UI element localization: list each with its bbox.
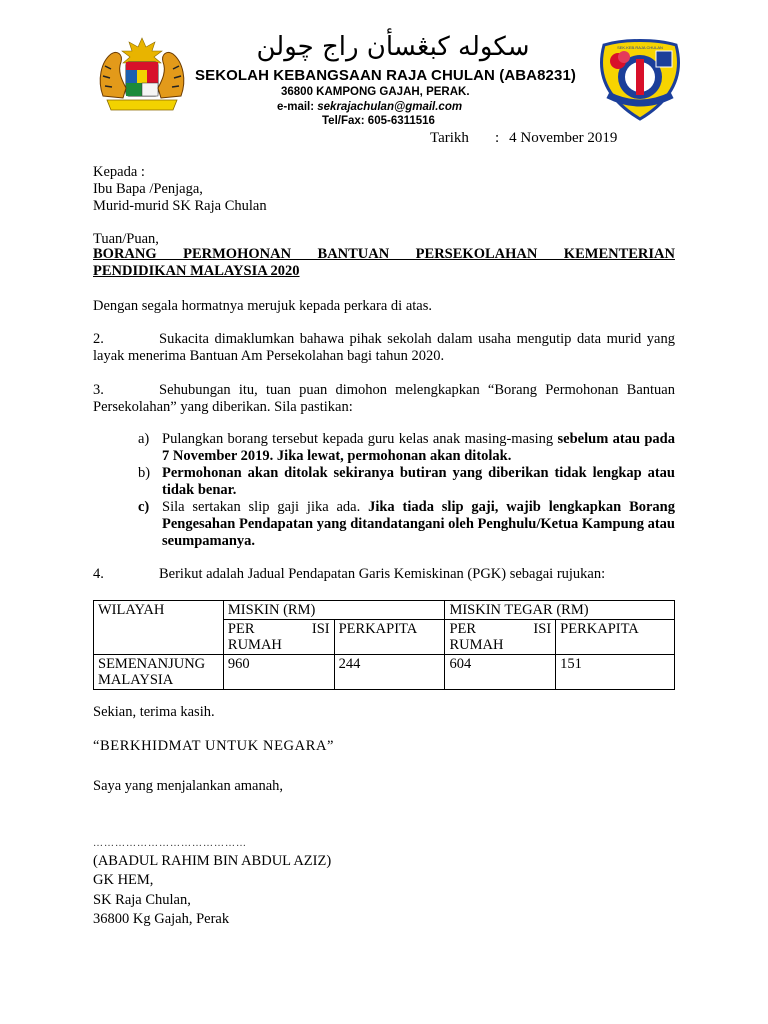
signatory-title: GK HEM, [93,872,154,888]
list-item [138,431,675,465]
list-item-bold: Jika tiada slip gaji, wajib lengkapkan Borang Pengesahan Pendapatan yang ditandatangani oleh Penghulu/Ketua Kampung atau seumpamanya. [162,499,675,549]
paragraph-2 [93,331,675,365]
list-item-plain: Pulangkan borang tersebut kepada guru kelas anak masing-masing [162,431,558,447]
subheader-perkapita: PERKAPITA [556,620,675,655]
paragraph-2-number: 2. [93,331,104,347]
table-header-row [94,601,675,620]
paragraph-2-text: Sukacita dimaklumkan bahawa pihak sekolah dalam usaha mengutip data murid yang layak menerima Bantuan Am Persekolahan bagi tahun 2020. [93,331,675,364]
paragraph-4-number: 4. [93,566,104,582]
letter-subject: BORANG PERMOHONAN BANTUAN PERSEKOLAHAN KEMENTERIAN PENDIDIKAN MALAYSIA 2020 [93,246,675,279]
paragraph-4 [93,566,675,583]
letter-date [430,130,617,147]
instruction-list [138,431,675,550]
signature-line: …………………………………… [93,838,247,849]
date-separator: : [494,130,500,146]
list-item-bold: Permohonan akan ditolak sekiranya butiran yang diberikan tidak lengkap atau tidak benar. [162,465,675,498]
subheader-per-isi-rumah: PER ISI RUMAH [445,620,556,655]
recipient-line-2: Murid-murid SK Raja Chulan [93,198,267,214]
school-email [277,101,462,113]
list-marker: a) [138,431,150,447]
cell-miskin-perkapita: 244 [334,655,445,690]
recipient-line-1: Ibu Bapa /Penjaga, [93,181,203,197]
paragraph-3-text: Sehubungan itu, tuan puan dimohon melengkapkan “Borang Permohonan Bantuan Persekolahan” yang diberikan. Sila pastikan: [93,382,675,415]
header-miskin-tegar: MISKIN TEGAR (RM) [445,601,675,620]
cell-tegar-isi-rumah: 604 [445,655,556,690]
badge-top-text: SEK.KEB.RAJA CHULAN [617,45,663,50]
list-item-bold: sebelum atau pada 7 November 2019. Jika lewat, permohonan akan ditolak. [162,431,675,464]
motto: “BERKHIDMAT UNTUK NEGARA” [93,738,335,754]
table-row [94,655,675,690]
signatory-name: (ABADUL RAHIM BIN ABDUL AZIZ) [93,853,332,869]
list-marker: b) [138,465,151,481]
list-marker: c) [138,499,150,515]
salutation: Tuan/Puan, [93,231,159,247]
header-miskin: MISKIN (RM) [223,601,445,620]
cell-tegar-perkapita: 151 [556,655,675,690]
paragraph-3-number: 3. [93,382,104,398]
jawi-school-name: سكوله كبڠسأن راج چولن [256,32,530,62]
school-telfax: Tel/Fax: 605-6311516 [322,115,435,127]
recipient-heading: Kepada : [93,164,145,180]
date-value: 4 November 2019 [509,130,618,146]
pgk-table [93,600,675,690]
intro-paragraph: Dengan segala hormatnya merujuk kepada perkara di atas. [93,298,432,314]
header-wilayah: WILAYAH [94,601,224,655]
cell-miskin-isi-rumah: 960 [223,655,334,690]
cell-wilayah: SEMENANJUNG MALAYSIA [94,655,224,690]
email-link[interactable]: sekrajachulan@gmail.com [317,101,463,113]
school-address: 36800 KAMPONG GAJAH, PERAK. [281,86,470,98]
coat-of-arms-logo [93,36,191,114]
paragraph-4-text: Berikut adalah Jadual Pendapatan Garis Kemiskinan (PGK) sebagai rujukan: [159,566,606,582]
closing-text: Sekian, terima kasih. [93,704,215,720]
date-label: Tarikh [430,130,469,146]
signatory-school: SK Raja Chulan, [93,892,191,908]
trust-statement: Saya yang menjalankan amanah, [93,778,284,794]
school-name: SEKOLAH KEBANGSAAN RAJA CHULAN (ABA8231) [195,67,576,84]
list-item [138,499,675,550]
paragraph-3 [93,382,675,416]
list-item-plain: Sila sertakan slip gaji jika ada. [162,499,369,515]
subheader-perkapita: PERKAPITA [334,620,445,655]
school-badge-logo [594,37,686,121]
signatory-address: 36800 Kg Gajah, Perak [93,911,230,927]
list-item [138,465,675,499]
subheader-per-isi-rumah: PER ISI RUMAH [223,620,334,655]
email-label: e-mail: [277,101,318,113]
